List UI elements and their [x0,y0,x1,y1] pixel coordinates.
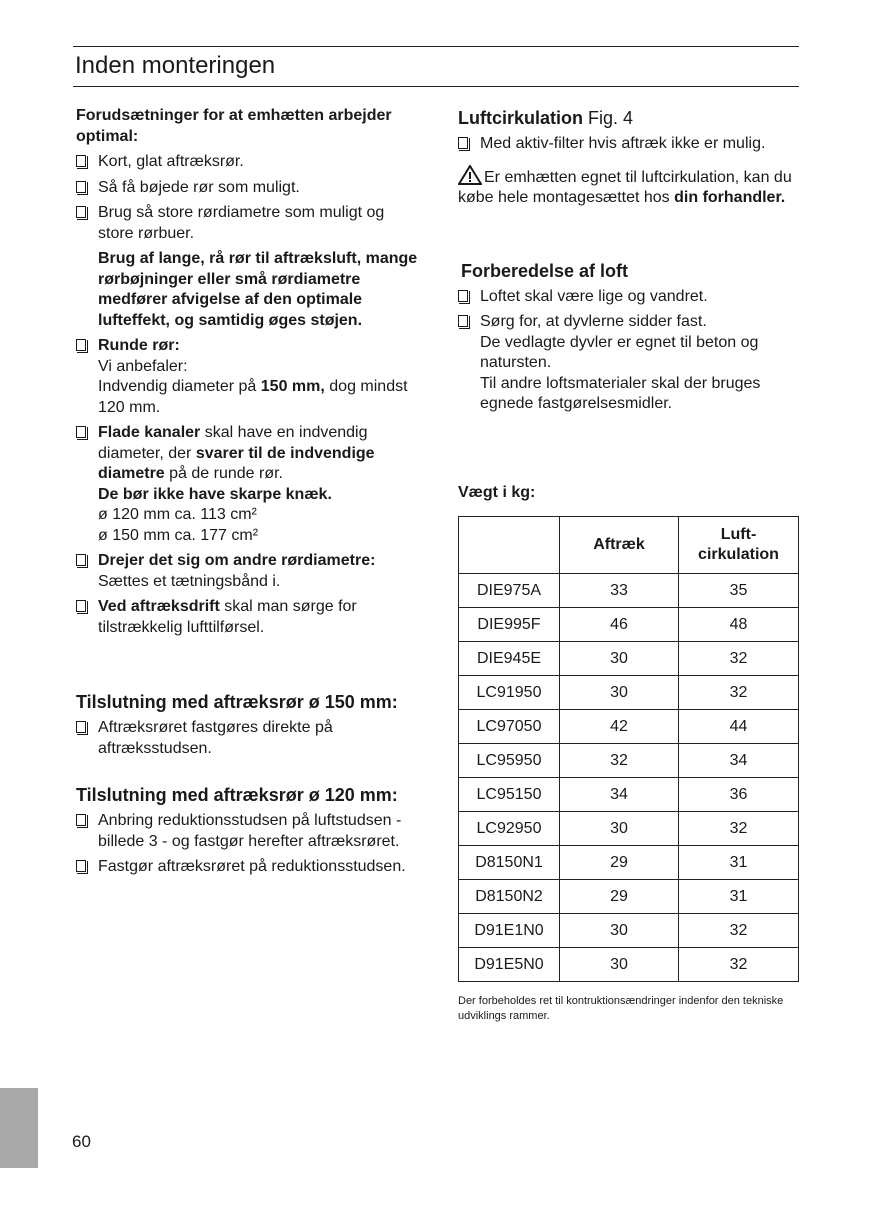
model-cell: DIE995F [459,608,560,642]
table-row [459,812,799,846]
exhaust-cell: 30 [560,914,679,948]
list-item: Kort, glat aftræksrør. [76,152,421,173]
circulation-heading: Luftcirkulation Fig. 4 [458,108,634,128]
circulation-cell: 44 [679,710,799,744]
list-item: Med aktiv-filter hvis aftræk ikke er mulig. [458,134,803,155]
checkbox-icon [76,206,86,218]
header-model [459,517,560,574]
checkbox-icon [76,721,86,733]
exhaust-cell: 30 [560,812,679,846]
circulation-cell: 32 [679,948,799,982]
left-column [76,106,421,883]
circulation-cell: 34 [679,744,799,778]
top-rule [73,46,799,47]
connect-150-heading: Tilslutning med aftræksrør ø 150 mm: [76,692,398,712]
right-column [458,106,803,420]
weight-table [458,516,799,982]
table-row [459,914,799,948]
exhaust-cell: 46 [560,608,679,642]
other-diameters-item: Drejer det sig om andre rørdiametre: Sættes et tætningsbånd i. [76,551,421,592]
table-header-row [459,517,799,574]
model-cell: LC95150 [459,778,560,812]
exhaust-mode-item: Ved aftræksdrift skal man sørge for tilstrækkelig lufttilførsel. [76,597,421,638]
circulation-cell: 32 [679,676,799,710]
checkbox-icon [76,339,86,351]
prerequisites-list [76,152,421,244]
checkbox-icon [76,600,86,612]
circulation-note: Er emhætten egnet til luftcirkulation, kan du købe hele montagesættet hos din forhandler. [458,165,803,209]
table-row [459,676,799,710]
exhaust-cell: 30 [560,948,679,982]
checkbox-icon [458,137,468,149]
page-title: Inden monteringen [75,52,276,79]
page-tab [0,1088,38,1168]
circulation-cell: 31 [679,880,799,914]
exhaust-cell: 29 [560,880,679,914]
title-rule [73,86,799,87]
header-circulation: Luft- cirkulation [679,517,799,574]
table-row [459,710,799,744]
model-cell: D8150N1 [459,846,560,880]
list-item: Aftræksrøret fastgøres direkte på aftræksstudsen. [76,718,421,759]
flat-channels-item: Flade kanaler skal have en indvendig diameter, der svarer til de indvendige diametre på de runde rør. De bør ikke have skarpe knæk. ø 120 mm ca. 113 cm² ø 150 mm ca. 177 cm² [76,423,421,546]
model-cell: LC95950 [459,744,560,778]
circulation-cell: 36 [679,778,799,812]
list-item: Loftet skal være lige og vandret. [458,287,803,308]
list-item: Så få bøjede rør som muligt. [76,178,421,199]
exhaust-cell: 33 [560,574,679,608]
list-item: Brug så store rørdiametre som muligt og store rørbuer. [76,203,421,244]
circulation-cell: 32 [679,914,799,948]
table-row [459,574,799,608]
checkbox-icon [458,315,468,327]
model-cell: DIE975A [459,574,560,608]
table-row [459,778,799,812]
performance-warning: Brug af lange, rå rør til aftræksluft, mange rørbøjninger eller små rørdiametre medfører afvigelse af den optimale lufteffekt, og samtidig øges støjen. [98,250,418,329]
model-cell: D91E1N0 [459,914,560,948]
prerequisites-heading: Forudsætninger for at emhætten arbejder optimal: [76,107,392,145]
model-cell: DIE945E [459,642,560,676]
model-cell: D8150N2 [459,880,560,914]
model-cell: LC91950 [459,676,560,710]
circulation-cell: 48 [679,608,799,642]
checkbox-icon [76,860,86,872]
table-row [459,744,799,778]
checkbox-icon [76,814,86,826]
page-number: 60 [72,1132,91,1151]
circulation-cell: 35 [679,574,799,608]
table-row [459,642,799,676]
checkbox-icon [76,554,86,566]
exhaust-cell: 34 [560,778,679,812]
exhaust-cell: 42 [560,710,679,744]
table-row [459,608,799,642]
exhaust-cell: 30 [560,676,679,710]
weight-label: Vægt i kg: [458,484,536,501]
list-item: Anbring reduktionsstudsen på luftstudsen - billede 3 - og fastgør herefter aftræksrøret. [76,811,421,852]
checkbox-icon [76,426,86,438]
model-cell: LC92950 [459,812,560,846]
checkbox-icon [76,155,86,167]
connect-120-heading: Tilslutning med aftræksrør ø 120 mm: [76,785,398,805]
table-body [459,574,799,982]
circulation-cell: 32 [679,642,799,676]
model-cell: D91E5N0 [459,948,560,982]
footnote: Der forbeholdes ret til kontruktionsændringer indenfor den tekniske udviklings rammer. [458,995,784,1022]
exhaust-cell: 29 [560,846,679,880]
header-exhaust: Aftræk [560,517,679,574]
ceiling-heading: Forberedelse af loft [461,260,629,281]
exhaust-cell: 30 [560,642,679,676]
exhaust-cell: 32 [560,744,679,778]
circulation-cell: 31 [679,846,799,880]
table-row [459,846,799,880]
table-row [459,880,799,914]
checkbox-icon [76,181,86,193]
table-row [459,948,799,982]
list-item: Fastgør aftræksrøret på reduktionsstudsen. [76,857,421,878]
model-cell: LC97050 [459,710,560,744]
round-pipes-item: Runde rør: Vi anbefaler: Indvendig diameter på 150 mm, dog mindst 120 mm. [76,336,421,418]
circulation-cell: 32 [679,812,799,846]
list-item: Sørg for, at dyvlerne sidder fast. De vedlagte dyvler er egnet til beton og natursten. Til andre loftsmaterialer skal der bruges egnede fastgørelsesmidler. [458,312,803,415]
warning-icon [458,165,482,185]
checkbox-icon [458,290,468,302]
